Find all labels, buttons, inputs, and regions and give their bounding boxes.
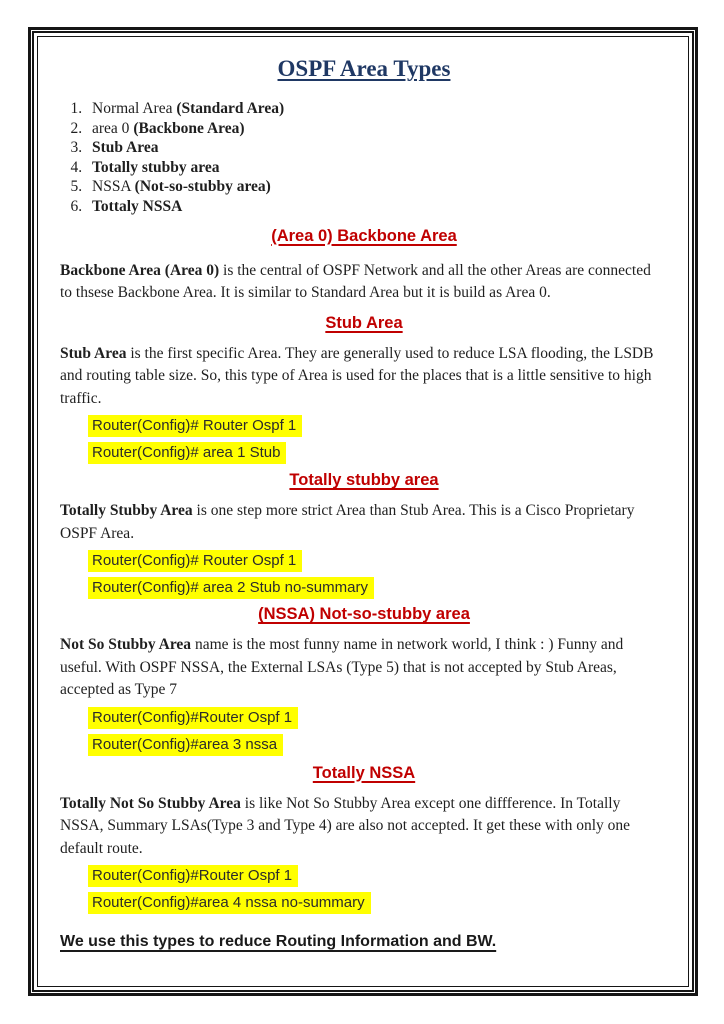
section-heading-nssa: (NSSA) Not-so-stubby area: [258, 605, 470, 624]
page-title: OSPF Area Types: [277, 56, 451, 81]
list-item-totally-stubby: 4. Totally stubby area: [86, 158, 668, 178]
code-line: Router(Config)# area 2 Stub no-summary: [88, 577, 374, 599]
page-border-middle: [32, 31, 694, 992]
section-paragraph-nssa: Not So Stubby Area name is the most funny name in network world, I think : ) Funny and useful. With OSPF NSSA, the External LSAs (Type 5) that is not accepted by Stub Areas, accepted as Type 7: [60, 636, 624, 699]
section-paragraph-stub-area: Stub Area is the first specific Area. They are generally used to reduce LSA flooding, the LSDB and routing table size. So, this type of Area is used for the places that is a little sensitive to high traffic.: [60, 344, 654, 407]
code-block-totally-nssa: [88, 865, 668, 914]
code-line: Router(Config)# area 1 Stub: [88, 442, 286, 464]
list-item-totally-nssa: 6. Tottaly NSSA: [86, 197, 668, 217]
document-page: [37, 36, 689, 987]
code-line: Router(Config)# Router Ospf 1: [88, 415, 302, 437]
code-line: Router(Config)# Router Ospf 1: [88, 550, 302, 572]
section-heading-stub-area: Stub Area: [325, 313, 403, 332]
section-paragraph-totally-nssa: Totally Not So Stubby Area is like Not So Stubby Area except one diffference. In Totally NSSA, Summary LSAs(Type 3 and Type 4) are also not accepted. It get these with only one default route.: [60, 794, 631, 857]
code-line: Router(Config)#area 3 nssa: [88, 734, 283, 756]
footer-note: We use this types to reduce Routing Information and BW.: [60, 933, 497, 951]
section-heading-backbone-area: (Area 0) Backbone Area: [271, 226, 457, 245]
section-paragraph-totally-stubby-area: Totally Stubby Area is one step more strict Area than Stub Area. This is a Cisco Proprietary OSPF Area.: [60, 502, 635, 542]
code-block-stub-area: [88, 415, 668, 464]
code-line: Router(Config)#area 4 nssa no-summary: [88, 892, 371, 914]
list-item-nssa: 5. NSSA (Not-so-stubby area): [86, 177, 668, 197]
code-line: Router(Config)#Router Ospf 1: [88, 865, 298, 887]
section-paragraph-backbone-area: Backbone Area (Area 0) is the central of OSPF Network and all the other Areas are connected to thsese Backbone Area. It is similar to Standard Area but it is build as Area 0.: [60, 261, 651, 302]
list-item-area-0: 2. area 0 (Backbone Area): [86, 119, 668, 139]
code-line: Router(Config)#Router Ospf 1: [88, 707, 298, 729]
code-block-totally-stubby-area: [88, 550, 668, 599]
section-heading-totally-stubby-area: Totally stubby area: [289, 471, 439, 490]
page-border-frame: [28, 27, 698, 996]
list-item-normal-area: 1. Normal Area (Standard Area): [86, 99, 668, 119]
code-block-nssa: [88, 707, 668, 756]
list-item-stub-area: 3. Stub Area: [86, 138, 668, 158]
area-types-list: [60, 99, 668, 217]
section-heading-totally-nssa: Totally NSSA: [312, 763, 416, 782]
